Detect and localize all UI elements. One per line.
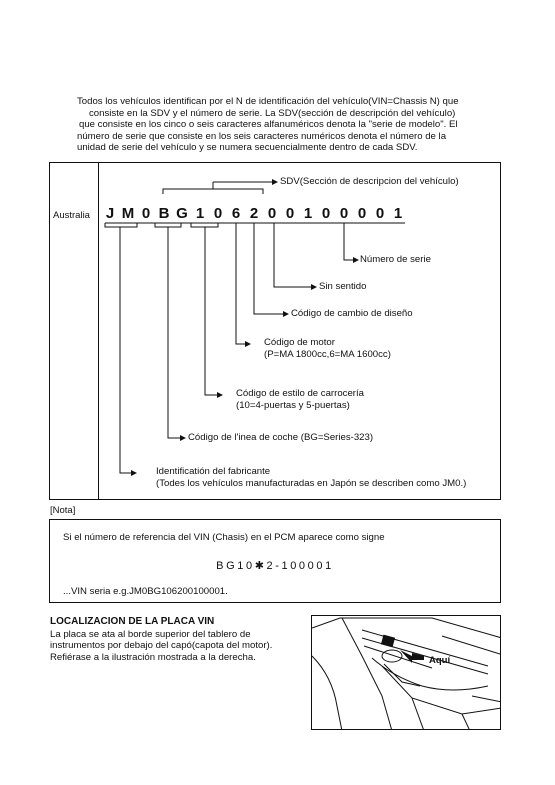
vin-char: 0	[213, 205, 223, 222]
dashboard-drawing	[312, 616, 501, 730]
vin-char: 0	[357, 205, 367, 222]
location-line: Refiérase a la ilustración mostrada a la derecha.	[50, 651, 256, 663]
no-meaning-label: Sin sentido	[319, 281, 367, 292]
vin-diagram	[49, 162, 501, 500]
note-example: ...VIN seria e.g.JM0BG106200100001.	[63, 586, 228, 597]
country-label: Australia	[53, 210, 90, 221]
vin-char: 1	[303, 205, 313, 222]
intro-line: que consiste en los cinco o seis caracteres alfanuméricos denota la "serie de modelo". El	[79, 119, 458, 131]
vin-char: 0	[321, 205, 331, 222]
note-code: BG10✱2-100001	[216, 560, 334, 572]
vin-char: B	[158, 205, 170, 222]
intro-line: consiste en la SDV y el número de serie. La SDV(sección de descripción del vehículo)	[89, 107, 456, 119]
manufacturer-detail: (Todes los vehículos manufacturadas en Japón se describen como JM0.)	[156, 478, 467, 489]
note-box	[49, 519, 501, 603]
section-title: LOCALIZACION DE LA PLACA VIN	[50, 616, 215, 627]
vin-char: 1	[195, 205, 205, 222]
engine-code-detail: (P=MA 1800cc,6=MA 1600cc)	[264, 349, 391, 360]
vin-char: 0	[285, 205, 295, 222]
body-style-label: Código de estilo de carrocería	[236, 388, 364, 399]
location-description	[50, 629, 300, 663]
callout-lines	[50, 163, 502, 501]
body-style-detail: (10=4-puertas y 5-puertas)	[236, 400, 350, 411]
vin-char: 6	[231, 205, 241, 222]
arrow-label: Aquí	[429, 655, 451, 666]
vin-char: 0	[141, 205, 151, 222]
intro-line: número de serie que consiste en los seis caracteres numéricos denota el número de la	[77, 130, 447, 142]
intro-line: unidad de serie del vehículo y se numera secuencialmente dentro de cada SDV.	[77, 142, 418, 154]
vin-char: 0	[339, 205, 349, 222]
design-change-label: Código de cambio de diseño	[291, 308, 413, 319]
car-line-label: Código de l'inea de coche (BG=Series-323)	[188, 432, 374, 443]
engine-code-label: Código de motor	[264, 337, 335, 348]
vin-char: 1	[393, 205, 403, 222]
vin-char: 0	[267, 205, 277, 222]
vin-char: M	[121, 205, 135, 222]
intro-paragraph	[77, 96, 487, 154]
note-text: Si el número de referencia del VIN (Chasis) en el PCM aparece como signe	[63, 532, 385, 543]
vin-char: 0	[375, 205, 385, 222]
sdv-label: SDV(Sección de descripcion del vehículo)	[280, 176, 459, 187]
intro-line: Todos los vehículos identifican por el N de identificación del vehículo(VIN=Chassis N) que	[77, 96, 459, 107]
vin-char: G	[176, 205, 188, 222]
note-label: [Nota]	[50, 505, 76, 516]
location-line: La placa se ata al borde superior del tablero de	[50, 629, 251, 640]
vin-char: J	[105, 205, 115, 222]
serial-number-label: Número de serie	[360, 254, 431, 265]
location-line: instrumentos por debajo del capó(capota del motor).	[50, 640, 273, 652]
manufacturer-label: Identificatión del fabricante	[156, 466, 271, 477]
vin-char: 2	[249, 205, 259, 222]
vin-plate-location-illustration	[311, 615, 501, 730]
